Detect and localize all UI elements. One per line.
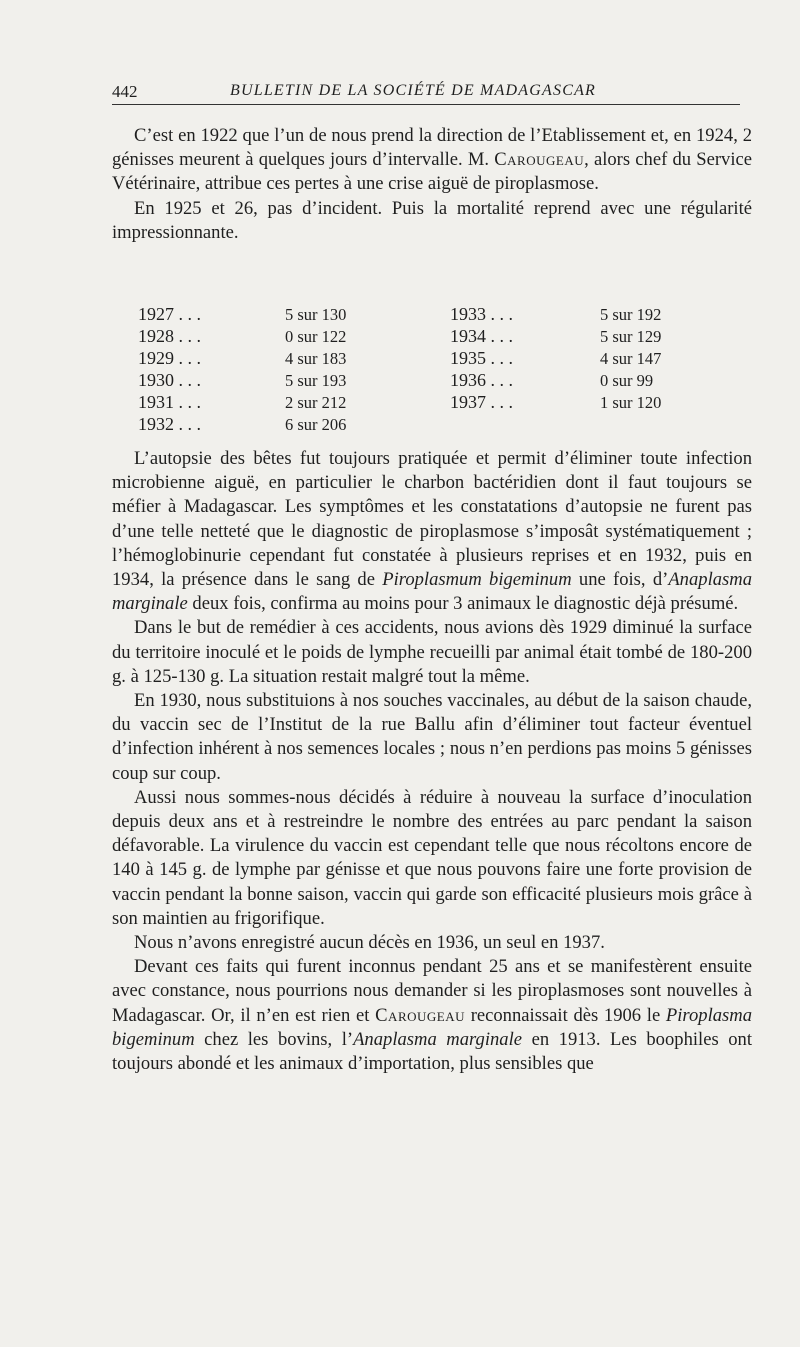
journal-title: BULLETIN DE LA SOCIÉTÉ DE MADAGASCAR	[230, 82, 597, 99]
paragraph-6: Aussi nous sommes-nous décidés à réduire à nouveau la surface d’inoculation depuis deux ans et à restreindre le nombre des entrées au parc pendant la saison défavorable. La virulence du vaccin est cependant telle que nous récoltons encore de 140 à 145 g. de lymphe par génisse et que nous pouvons faire une forte provision de vaccin pendant la bonne saison, vaccin qui garde son efficacité plusieurs mois grâce à son maintien au frigorifique.	[112, 786, 752, 929]
table-year: 1929 . . .	[138, 348, 201, 368]
table-year: 1928 . . .	[138, 326, 201, 346]
table-value: 5 sur 130	[285, 305, 347, 324]
paragraph-1: C’est en 1922 que l’un de nous prend la direction de l’Etablissement et, en 1924, 2 génisses meurent à quelques jours d’intervalle. M. Carougeau, alors chef du Service Vétérinaire, attribue ces pertes à une crise aiguë de piroplasmose.	[112, 125, 752, 195]
species-name: Anaplasma marginale	[112, 569, 752, 615]
table-year: 1937 . . .	[450, 392, 513, 412]
table-value: 0 sur 99	[600, 371, 654, 390]
species-name: Anaplasma marginale	[353, 1028, 523, 1050]
paragraph-7: Nous n’avons enregistré aucun décès en 1936, un seul en 1937.	[134, 932, 605, 954]
paragraph-4: Dans le but de remédier à ces accidents, nous avions dès 1929 diminué la surface du territoire inoculé et le poids de lymphe recueilli par animal était tombé de 180-200 g. à 125-130 g. La situation restait malgré tout la même.	[112, 617, 752, 687]
page-number: 442	[112, 82, 138, 101]
paragraph-2: En 1925 et 26, pas d’incident. Puis la mortalité reprend avec une régularité impressionnante.	[112, 197, 752, 243]
table-year: 1930 . . .	[138, 370, 201, 390]
table-value: 6 sur 206	[285, 415, 347, 434]
author-name: Carougeau	[375, 1004, 465, 1026]
table-year: 1932 . . .	[138, 414, 201, 434]
species-name: Piroplasma bigeminum	[112, 1004, 752, 1050]
intro-text	[112, 124, 752, 245]
paragraph-8: Devant ces faits qui furent inconnus pendant 25 ans et se manifestèrent ensuite avec constance, nous pourrions nous demander si les piroplasmoses sont nouvelles à Madagascar. Or, il n’en est rien et Carougeau reconnaissait dès 1906 le Piroplasma bigeminum chez les bovins, l’Anaplasma marginale en 1913. Les boophiles ont toujours abondé et les animaux d’importation, plus sensibles que	[112, 956, 752, 1075]
table-value: 4 sur 183	[285, 349, 347, 368]
table-year: 1931 . . .	[138, 392, 201, 412]
table-value: 5 sur 129	[600, 327, 662, 346]
table-value: 1 sur 120	[600, 393, 662, 412]
paragraph-3: L’autopsie des bêtes fut toujours pratiquée et permit d’éliminer toute infection microbienne aiguë, en particulier le charbon bactéridien dont il faut toujours se méfier à Madagascar. Les symptômes et les constatations d’autopsie ne furent pas d’une telle netteté que le diagnostic de piroplasmose s’imposât systématiquement ; l’hémoglobinurie cependant fut constatée à plusieurs reprises et en 1932, puis en 1934, la présence dans le sang de Piroplasmum bigeminum une fois, d’Anaplasma marginale deux fois, confirma au moins pour 3 animaux le diagnostic déjà présumé.	[112, 448, 752, 615]
table-year: 1933 . . .	[450, 304, 513, 324]
author-name: Carougeau	[494, 149, 585, 171]
table-value: 2 sur 212	[285, 393, 347, 412]
table-year: 1936 . . .	[450, 370, 513, 390]
paragraph-5: En 1930, nous substituions à nos souches vaccinales, au début de la saison chaude, du vaccin sec de l’Institut de la rue Ballu afin d’éliminer tout facteur éventuel d’infection inhérent à nos semences locales ; nous n’en perdions pas moins 5 génisses coup sur coup.	[112, 690, 752, 784]
table-value: 4 sur 147	[600, 349, 662, 368]
table-year: 1927 . . .	[138, 304, 201, 324]
table-value: 0 sur 122	[285, 327, 347, 346]
table-year: 1935 . . .	[450, 348, 513, 368]
body-text	[112, 447, 752, 1076]
species-name: Piroplasmum bigeminum	[382, 569, 572, 591]
table-value: 5 sur 193	[285, 371, 347, 390]
running-header	[112, 80, 740, 105]
table-value: 5 sur 192	[600, 305, 662, 324]
table-year: 1934 . . .	[450, 326, 513, 346]
